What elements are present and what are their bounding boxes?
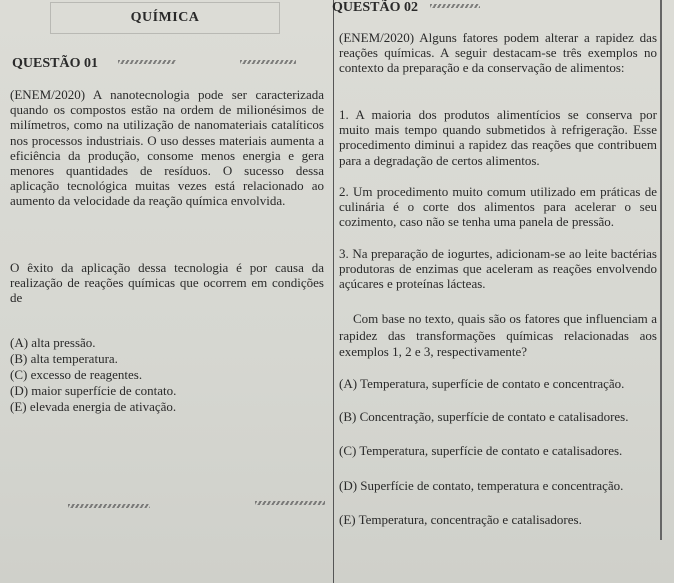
question-1-statement: (ENEM/2020) A nanotecnologia pode ser caracterizada quando os compostos estão na ordem de milionésimos de milímetros, como na utilização de nanomateriais catalíticos nos processos industriais. O uso desses materiais aumenta a eficiência da produção, consome menos energia e gera menores quantidades de resíduos. O sucesso dessa aplicação tecnológica muitas vezes está relacionado ao aumento da velocidade da reação química envolvida. [10,87,324,209]
q2-option-c[interactable]: (C) Temperatura, superfície de contato e catalisadores. [339,443,623,458]
q1-option-b[interactable]: (B) alta temperatura. [10,351,118,366]
q2-option-b[interactable]: (B) Concentração, superfície de contato e catalisadores. [339,409,629,424]
q1-option-c[interactable]: (C) excesso de reagentes. [10,367,143,382]
scribble-mark [255,501,325,505]
scribble-mark [430,4,480,8]
column-divider [333,0,334,583]
scribble-mark [118,60,176,64]
question-2-prompt: Com base no texto, quais são os fatores que influenciam a rapidez das transformações químicas relacionadas aos exemplos 1, 2 e 3, respectivamente? [339,311,657,359]
q1-option-e[interactable]: (E) elevada energia de ativação. [10,399,177,414]
question-1-prompt: O êxito da aplicação dessa tecnologia é por causa da realização de reações químicas que ocorrem em condições de [10,260,324,306]
q2-example-2: 2. Um procedimento muito comum utilizado em práticas de culinária é o corte dos alimentos para acelerar o seu cozimento, caso não se tenha uma panela de pressão. [339,184,657,230]
subject-title: QUÍMICA [50,2,280,34]
scribble-mark [240,60,296,64]
scribble-mark [68,504,150,508]
q2-option-a[interactable]: (A) Temperatura, superfície de contato e concentração. [339,376,625,391]
page-border [660,0,662,540]
q2-example-1: 1. A maioria dos produtos alimentícios se conserva por muito mais tempo quando submetidos à refrigeração. Esse procedimento diminui a rapidez das reações que contribuem para a degradação de certos alimentos. [339,107,657,168]
question-1-heading: QUESTÃO 01 [12,56,98,71]
q2-example-3: 3. Na preparação de iogurtes, adicionam-se ao leite bactérias produtoras de enzimas que aceleram as reações envolvendo açúcares e proteínas lácteas. [339,246,657,292]
q1-option-a[interactable]: (A) alta pressão. [10,335,96,350]
q2-option-e[interactable]: (E) Temperatura, concentração e catalisadores. [339,512,582,527]
question-2-statement: (ENEM/2020) Alguns fatores podem alterar a rapidez das reações químicas. A seguir destacam-se três exemplos no contexto da preparação e da conservação de alimentos: [339,30,657,76]
question-2-heading: QUESTÃO 02 [332,0,418,15]
q2-option-d[interactable]: (D) Superfície de contato, temperatura e concentração. [339,478,624,493]
q1-option-d[interactable]: (D) maior superfície de contato. [10,383,177,398]
